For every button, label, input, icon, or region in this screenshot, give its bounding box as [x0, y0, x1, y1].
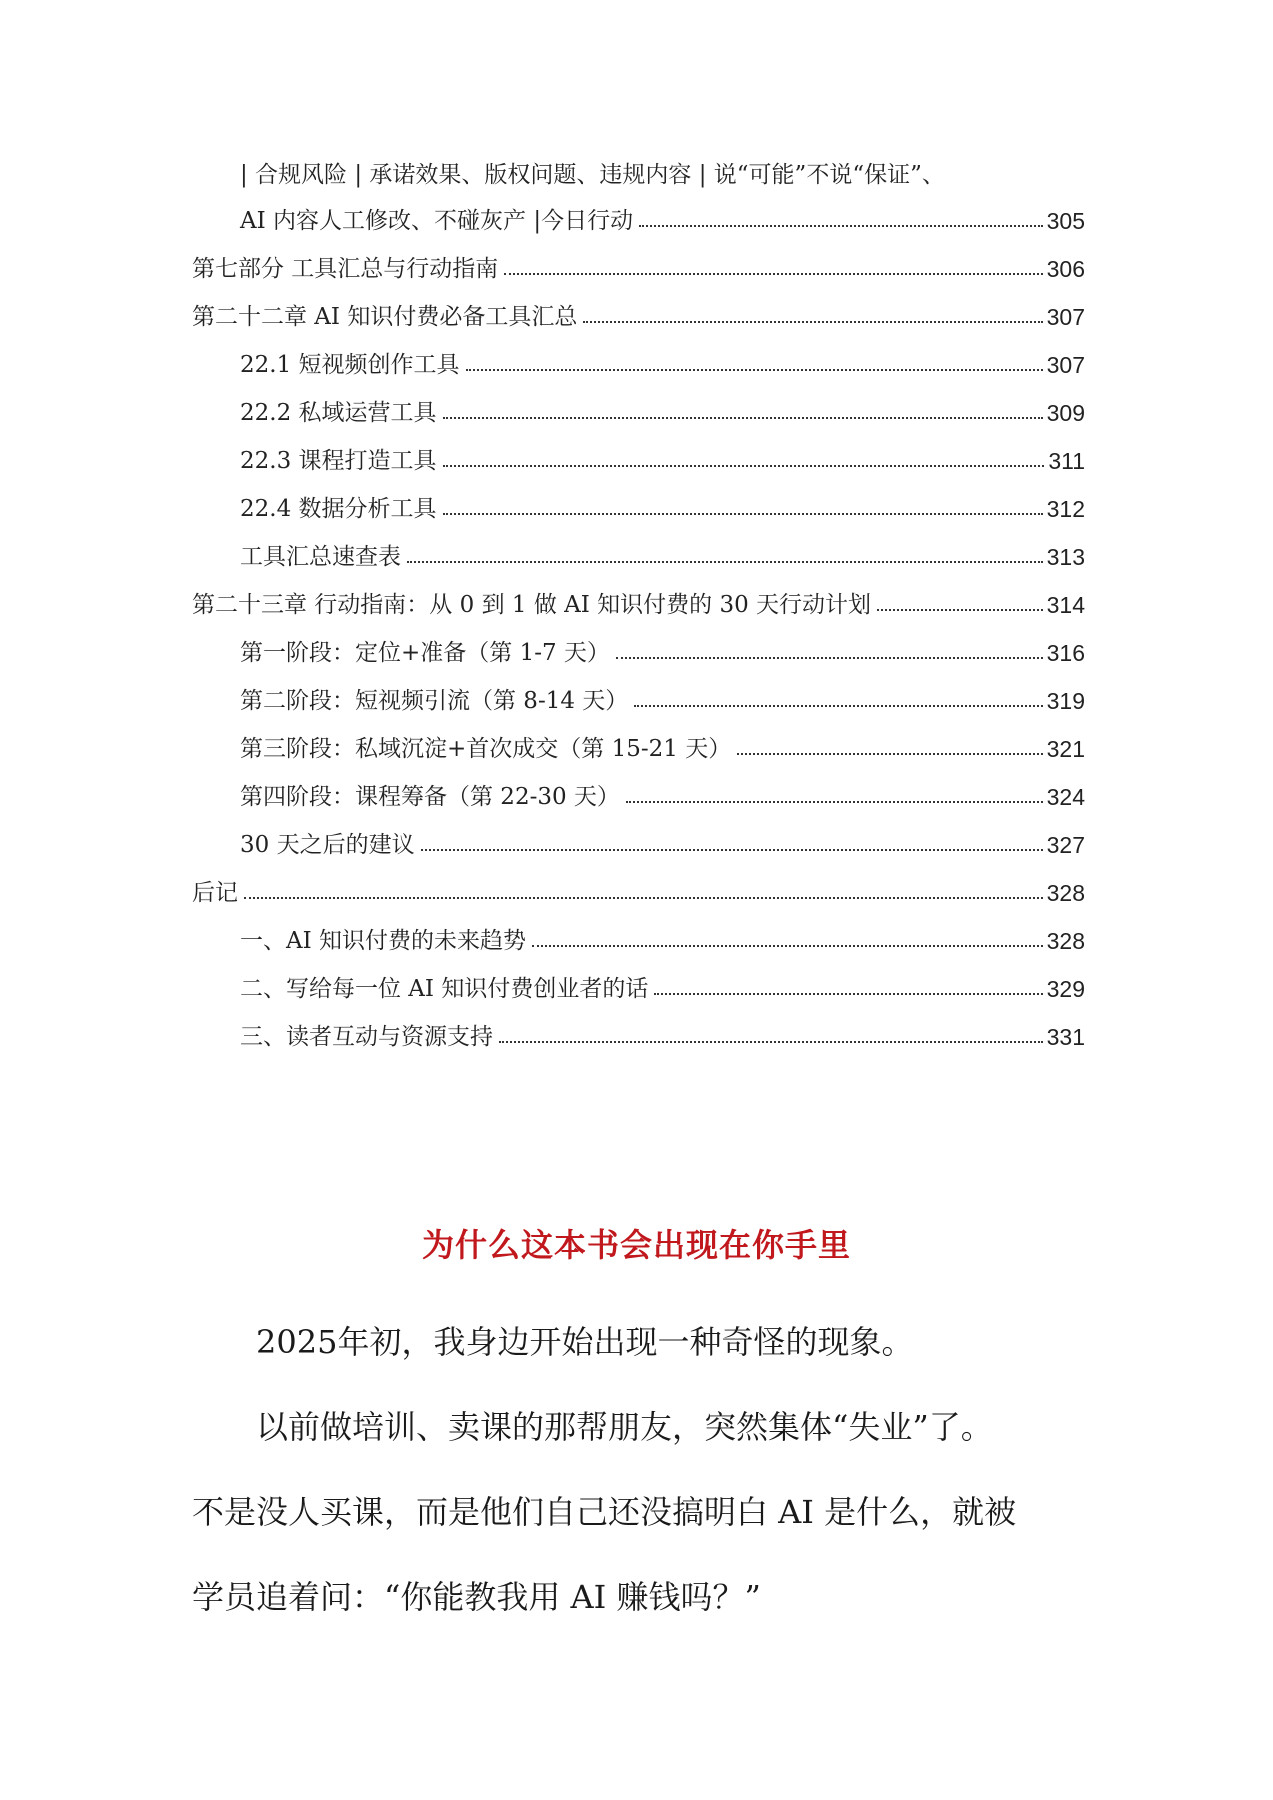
toc-page-number: 331 — [1046, 1024, 1085, 1050]
toc-page-number: 307 — [1046, 304, 1085, 330]
toc-entry[interactable] — [192, 475, 1085, 523]
toc-entry[interactable] — [192, 907, 1085, 955]
toc-entry[interactable] — [192, 571, 1085, 619]
toc-leader-dots — [737, 753, 1042, 755]
toc-leader-dots — [583, 321, 1042, 323]
section-body — [192, 1300, 1085, 1640]
toc-page-number: 329 — [1046, 976, 1085, 1002]
toc-entry-title: AI 内容人工修改、不碰灰产 |今日行动 — [240, 208, 634, 234]
toc-entry-title: 22.4 数据分析工具 — [240, 496, 437, 522]
toc-page-number: 328 — [1046, 880, 1085, 906]
toc-leader-dots — [532, 945, 1043, 947]
toc-leader-dots — [407, 561, 1043, 563]
toc-leader-dots — [626, 801, 1043, 803]
toc-leader-dots — [634, 705, 1042, 707]
toc-entry[interactable] — [192, 667, 1085, 715]
toc-leader-dots — [443, 417, 1043, 419]
body-paragraph: 学员追着问：“你能教我用 AI 赚钱吗？” — [192, 1578, 761, 1616]
toc-entry[interactable] — [192, 715, 1085, 763]
toc-entry-title: 二、写给每一位 AI 知识付费创业者的话 — [240, 976, 649, 1002]
toc-entry[interactable] — [192, 235, 1085, 283]
toc-page-number: 311 — [1048, 448, 1085, 474]
toc-entry[interactable] — [192, 763, 1085, 811]
toc-entry[interactable] — [192, 955, 1085, 1003]
toc-entry[interactable] — [192, 331, 1085, 379]
toc-leader-dots — [616, 657, 1043, 659]
toc-page-number: 309 — [1046, 400, 1085, 426]
toc-entry-title: 22.1 短视频创作工具 — [240, 352, 460, 378]
toc-entry[interactable] — [192, 619, 1085, 667]
toc-page-number: 306 — [1046, 256, 1085, 282]
toc-entry-title: 22.2 私域运营工具 — [240, 400, 437, 426]
toc-page-number: 305 — [1046, 208, 1085, 234]
toc-page-number: 319 — [1046, 688, 1085, 714]
toc-entry-title: 第二十二章 AI 知识付费必备工具汇总 — [192, 304, 578, 330]
toc-page-number: 312 — [1046, 496, 1085, 522]
toc-entry-title: 30 天之后的建议 — [240, 832, 415, 858]
toc-leader-dots — [877, 609, 1043, 611]
toc-page-number: 321 — [1046, 736, 1085, 762]
toc-entry-title: 第四阶段：课程筹备（第 22-30 天） — [240, 784, 620, 810]
toc-entry[interactable] — [192, 523, 1085, 571]
toc-leader-dots — [244, 897, 1043, 899]
toc-entry-title: 第七部分 工具汇总与行动指南 — [192, 256, 499, 282]
section-heading: 为什么这本书会出现在你手里 — [421, 1226, 851, 1264]
toc-leader-dots — [466, 369, 1043, 371]
table-of-contents — [192, 155, 1085, 1051]
toc-entry-title: 22.3 课程打造工具 — [240, 448, 437, 474]
toc-entry-title: 第一阶段：定位+准备（第 1-7 天） — [240, 640, 610, 666]
toc-page-number: 324 — [1046, 784, 1085, 810]
toc-page-number: 314 — [1046, 592, 1085, 618]
toc-leader-dots — [499, 1041, 1043, 1043]
toc-entry-title: 第二阶段：短视频引流（第 8-14 天） — [240, 688, 629, 714]
toc-entry[interactable] — [192, 427, 1085, 475]
toc-entry[interactable] — [192, 379, 1085, 427]
toc-leader-dots — [443, 513, 1043, 515]
toc-continued-line: | 合规风险 | 承诺效果、版权问题、违规内容 | 说“可能”不说“保证”、 — [240, 162, 945, 188]
toc-entry-title: 工具汇总速查表 — [240, 544, 401, 570]
toc-entry-title: 第三阶段：私域沉淀+首次成交（第 15-21 天） — [240, 736, 732, 762]
toc-entry-title: 三、读者互动与资源支持 — [240, 1024, 493, 1050]
toc-page-number: 313 — [1046, 544, 1085, 570]
body-paragraph: 以前做培训、卖课的那帮朋友，突然集体“失业”了。 — [256, 1408, 993, 1446]
toc-leader-dots — [443, 465, 1045, 467]
toc-entry[interactable] — [192, 859, 1085, 907]
toc-list — [192, 195, 1085, 1051]
toc-page-number: 327 — [1046, 832, 1085, 858]
toc-leader-dots — [639, 225, 1043, 227]
body-paragraph: 2025年初，我身边开始出现一种奇怪的现象。 — [256, 1323, 914, 1361]
toc-entry-title: 后记 — [192, 880, 238, 906]
toc-entry-title: 第二十三章 行动指南：从 0 到 1 做 AI 知识付费的 30 天行动计划 — [192, 592, 872, 618]
toc-page-number: 316 — [1046, 640, 1085, 666]
toc-page-number: 307 — [1046, 352, 1085, 378]
toc-leader-dots — [421, 849, 1043, 851]
toc-entry[interactable] — [192, 1003, 1085, 1051]
body-paragraph: 不是没人买课，而是他们自己还没搞明白 AI 是什么，就被 — [192, 1493, 1017, 1531]
toc-leader-dots — [654, 993, 1042, 995]
toc-entry[interactable] — [192, 195, 1085, 235]
toc-entry[interactable] — [192, 811, 1085, 859]
toc-entry-title: 一、AI 知识付费的未来趋势 — [240, 928, 527, 954]
toc-entry[interactable] — [192, 283, 1085, 331]
toc-page-number: 328 — [1046, 928, 1085, 954]
toc-leader-dots — [504, 273, 1042, 275]
